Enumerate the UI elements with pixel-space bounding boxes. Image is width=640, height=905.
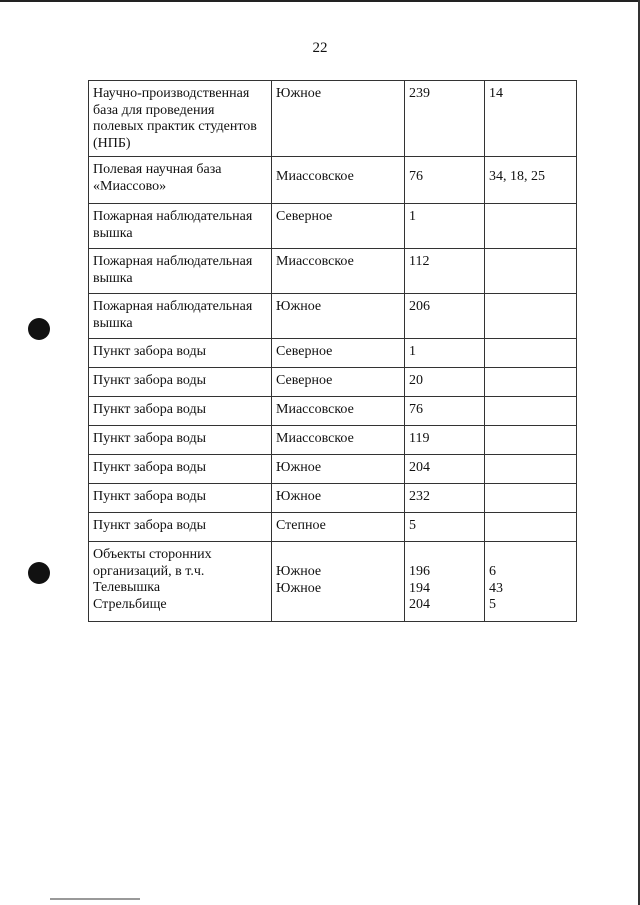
quarter-cell: 5 [405,513,485,542]
allotment-line: 43 [489,580,503,596]
object-name-cell: Пункт забора воды [89,484,272,513]
object-name-line: Стрельбище [93,596,167,612]
forestry-cell: Миассовское [272,397,405,426]
object-name-line: Телевышка [93,580,161,595]
table-row [89,81,577,157]
object-name-cell: Научно-производственная база для проведения полевых практик студентов (НПБ) [89,81,272,157]
allotment-cell [485,542,577,622]
forestry-cell: Миассовское [272,249,405,294]
quarter-cell: 206 [405,294,485,339]
allotment-cell [485,249,577,294]
quarter-cell: 1 [405,204,485,249]
page-edge-top [0,0,640,2]
forestry-line: Южное [276,564,322,579]
quarter-cell: 204 [405,455,485,484]
allotment-cell [485,455,577,484]
scan-edge-mark [50,898,140,900]
table-row [89,426,577,455]
allotment-line: 5 [489,597,496,612]
quarter-line: 204 [409,597,430,612]
forestry-cell: Северное [272,368,405,397]
allotment-line: 6 [489,564,496,579]
quarter-cell: 76 [405,397,485,426]
allotment-cell [485,513,577,542]
quarter-cell: 119 [405,426,485,455]
table-row [89,294,577,339]
forestry-cell: Южное [272,455,405,484]
object-name-line: организаций, в т.ч. [93,563,205,579]
table-row [89,397,577,426]
table-row [89,249,577,294]
object-name-cell: Пожарная наблюдательная вышка [89,249,272,294]
table-row [89,513,577,542]
table-row [89,204,577,249]
page-number: 22 [312,40,328,56]
forestry-cell: Южное [272,484,405,513]
punch-hole-mark [28,318,50,340]
allotment-cell: 34, 18, 25 [485,157,577,204]
allotment-cell [485,368,577,397]
forestry-line: Южное [276,580,322,596]
forestry-cell: Миассовское [272,426,405,455]
table-row [89,339,577,368]
table-row [89,542,577,622]
object-name-cell: Пункт забора воды [89,368,272,397]
object-name-line: Объекты сторонних [93,547,212,562]
forestry-cell: Южное [272,294,405,339]
forestry-cell: Северное [272,204,405,249]
object-name-cell: Пожарная наблюдательная вышка [89,204,272,249]
quarter-cell: 112 [405,249,485,294]
objects-table [88,80,577,622]
object-name-cell: Пожарная наблюдательная вышка [89,294,272,339]
quarter-line: 194 [409,580,430,596]
quarter-cell: 232 [405,484,485,513]
object-name-cell: Пункт забора воды [89,339,272,368]
allotment-cell [485,294,577,339]
objects-table-body [89,81,577,622]
table-row [89,157,577,204]
quarter-cell [405,542,485,622]
forestry-cell: Северное [272,339,405,368]
allotment-cell [485,397,577,426]
forestry-cell: Южное [272,81,405,157]
allotment-cell [485,426,577,455]
allotment-cell: 14 [485,81,577,157]
object-name-cell [89,542,272,622]
object-name-cell: Полевая научная база «Миассово» [89,157,272,204]
table-row [89,368,577,397]
objects-table-wrapper [88,80,576,622]
object-name-cell: Пункт забора воды [89,455,272,484]
quarter-cell: 239 [405,81,485,157]
table-row [89,455,577,484]
table-row [89,484,577,513]
object-name-cell: Пункт забора воды [89,397,272,426]
allotment-cell [485,339,577,368]
quarter-line: 196 [409,564,430,579]
quarter-cell: 76 [405,157,485,204]
object-name-cell: Пункт забора воды [89,426,272,455]
forestry-cell [272,542,405,622]
forestry-cell: Степное [272,513,405,542]
punch-hole-mark [28,562,50,584]
object-name-cell: Пункт забора воды [89,513,272,542]
forestry-cell: Миассовское [272,157,405,204]
quarter-cell: 20 [405,368,485,397]
allotment-cell [485,204,577,249]
quarter-cell: 1 [405,339,485,368]
allotment-cell [485,484,577,513]
